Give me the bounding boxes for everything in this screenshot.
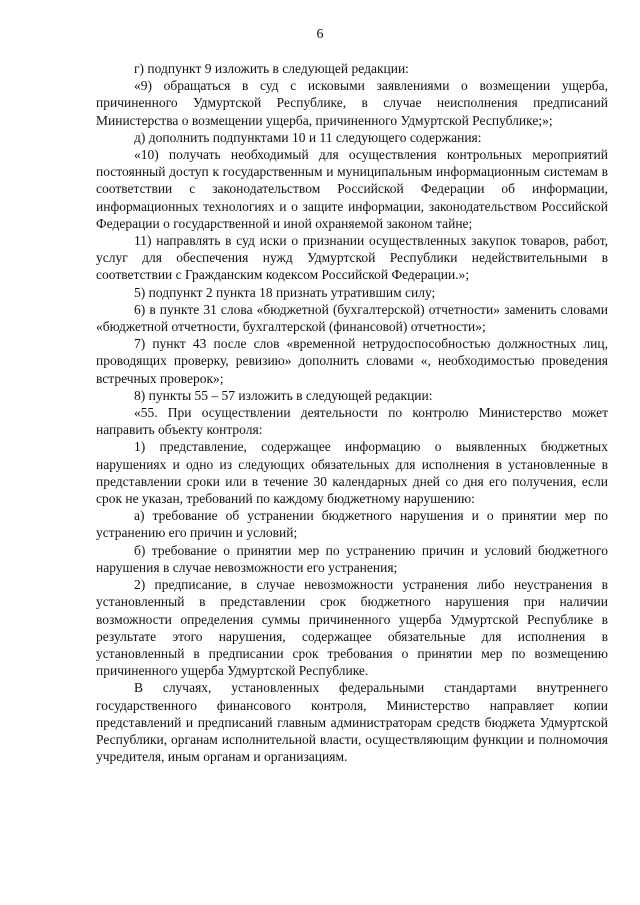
paragraph: г) подпункт 9 изложить в следующей редакции: xyxy=(134,61,409,76)
paragraph: 7) пункт 43 после слов «временной нетрудоспособностью должностных лиц, проводящих проверку, ревизию» дополнить словами «, необходимостью проведения встречных проверок»; xyxy=(96,336,608,386)
paragraph: а) требование об устранении бюджетного нарушения и о принятии мер по устранению его причин и условий; xyxy=(96,508,608,541)
page-number: 6 xyxy=(316,27,324,42)
paragraph: д) дополнить подпунктами 10 и 11 следующего содержания: xyxy=(134,129,482,145)
paragraph: 8) пункты 55 – 57 изложить в следующей редакции: xyxy=(134,387,433,403)
document-body xyxy=(96,60,608,765)
paragraph: 6) в пункте 31 слова «бюджетной (бухгалтерской) отчетности» заменить словами «бюджетной отчетности, бухгалтерской (финансовой) отчетности»; xyxy=(96,301,608,335)
paragraph: 5) подпункт 2 пункта 18 признать утратившим силу; xyxy=(134,284,436,300)
paragraph: 2) предписание, в случае невозможности устранения либо неустранения в установленный в представлении срок бюджетного нарушения при наличии возможности определения суммы причиненного ущерба Удмуртской Республике в результате этого нарушения, содержащее обязательные для исполнения в установленный в предписании срок требования о принятии мер по возмещению причиненного ущерба Удмуртской Республике. xyxy=(96,577,608,679)
paragraph: В случаях, установленных федеральными стандартами внутреннего государственного финансового контроля, Министерство направляет копии представлений и предписаний главным администраторам средств бюджета Удмуртской Республики, органам исполнительной власти, осуществляющим функции и полномочия учредителя, иным органам и организациям. xyxy=(96,680,608,765)
paragraph: «9) обращаться в суд с исковыми заявлениями о возмещении ущерба, причиненного Удмуртской Республике, в случае неисполнения предписаний Министерства о возмещении ущерба, причиненного Удмуртской Республике;»; xyxy=(96,78,608,128)
paragraph: 11) направлять в суд иски о признании осуществленных закупок товаров, работ, услуг для обеспечения нужд Удмуртской Республики недействительными в соответствии с Гражданским кодексом Российской Федерации.»; xyxy=(96,233,608,283)
paragraph: 1) представление, содержащее информацию о выявленных бюджетных нарушениях и одно из следующих обязательных для исполнения в установленные в представлении сроки или в течение 30 календарных дней со дня его получения, если срок не указан, требований по каждому бюджетному нарушению: xyxy=(96,439,608,507)
paragraph: «55. При осуществлении деятельности по контролю Министерство может направить объекту контроля: xyxy=(96,405,608,438)
paragraph: б) требование о принятии мер по устранению причин и условий бюджетного нарушения в случае невозможности его устранения; xyxy=(96,542,608,575)
paragraph: «10) получать необходимый для осуществления контрольных мероприятий постоянный доступ к государственным и муниципальным информационным системам в соответствии с законодательством Российской Федерации об информации, информационных технологиях и о защите информации, законодательством Российской Федерации о государственной и иной охраняемой законом тайне; xyxy=(96,147,608,231)
